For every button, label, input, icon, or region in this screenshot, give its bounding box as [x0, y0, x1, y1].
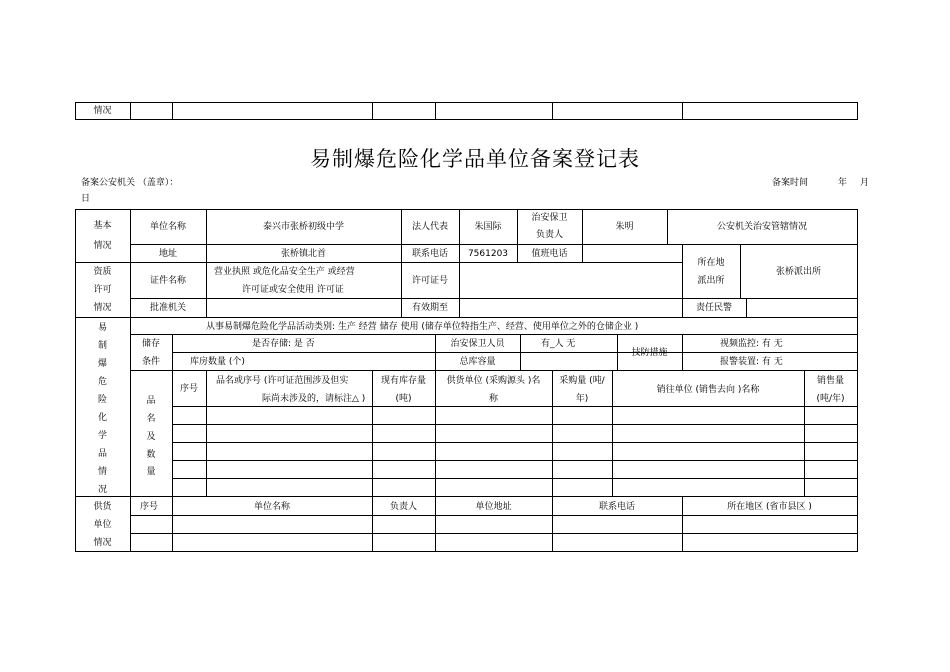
legal-rep-label: 法人代表 — [411, 222, 448, 232]
activity-categories: 从事易制爆危险化学品活动类别: 生产 经营 储存 使用 (储存单位特指生产、经营、使用单位之外的仓储企业 ) — [206, 322, 639, 332]
station-label-2: 派出所 — [697, 276, 725, 286]
chem-char: 况 — [97, 485, 107, 495]
qty-char: 量 — [146, 467, 156, 477]
qual-section-label-1: 资质 — [93, 267, 112, 277]
permit-no-label: 许可证号 — [411, 276, 448, 286]
day-label: 日 — [81, 194, 91, 204]
supplier-section-label-3: 情况 — [93, 538, 112, 548]
stored-question: 是否存储: 是 否 — [252, 339, 315, 349]
qty-char: 及 — [146, 432, 156, 442]
supplier-section-label-1: 供货 — [93, 502, 112, 512]
qty-col-purchase-2: 年) — [575, 394, 589, 404]
fragment-label: 情况 — [93, 106, 112, 116]
supplier-col-region: 所在地区 (省市县区 ) — [727, 502, 812, 512]
qty-col-stock-2: (吨) — [395, 394, 412, 404]
warehouse-count-label: 库房数量 (个) — [190, 357, 245, 367]
chem-char: 制 — [97, 341, 107, 351]
page-title: 易制爆危险化学品单位备案登记表 — [310, 147, 640, 171]
station-label-1: 所在地 — [697, 258, 725, 268]
qty-col-supplier-2: 称 — [488, 394, 498, 404]
qty-col-seq: 序号 — [179, 384, 198, 394]
address-value: 张桥镇北首 — [280, 249, 326, 259]
address-label: 地址 — [158, 249, 177, 259]
valid-label: 有效期至 — [411, 303, 448, 313]
station-value: 张桥派出所 — [775, 267, 821, 277]
supplier-col-seq: 序号 — [140, 502, 159, 512]
cert-line-2: 许可证或安全使用 许可证 — [242, 285, 344, 295]
qty-char: 名 — [146, 414, 156, 424]
qty-col-stock-1: 现有库存量 — [380, 376, 426, 386]
duty-phone-label: 值班电话 — [531, 249, 568, 259]
qty-col-name-2: 际尚未涉及的，请标注△ ) — [262, 394, 366, 404]
phone-value: 7561203 — [467, 249, 509, 259]
month-label: 月 — [860, 178, 870, 188]
unit-name-label: 单位名称 — [149, 222, 186, 232]
cert-line-1: 营业执照 或危化品安全生产 或经营 — [214, 267, 355, 277]
chem-char: 爆 — [97, 359, 107, 369]
security-head-value: 朱明 — [615, 222, 634, 232]
total-capacity-label: 总库容量 — [459, 357, 496, 367]
guard-value: 有_人 无 — [541, 339, 576, 349]
qual-section-label-3: 情况 — [93, 303, 112, 313]
qty-col-sales-unit: 销往单位 (销售去向 )名称 — [656, 385, 760, 395]
year-label: 年 — [838, 178, 848, 188]
chem-char: 化 — [97, 413, 107, 423]
qty-col-purchase-1: 采购量 (吨/ — [559, 376, 605, 386]
chem-char: 易 — [97, 323, 107, 333]
basic-section-label-1: 基本 — [93, 221, 112, 231]
chem-char: 危 — [97, 377, 107, 387]
video-monitor: 视频监控: 有 无 — [720, 339, 783, 349]
basic-section-label-2: 情况 — [93, 241, 112, 251]
chem-char: 学 — [97, 431, 107, 441]
qty-col-sales-qty-2: (吨/年) — [816, 394, 845, 404]
chem-char: 情 — [97, 467, 107, 477]
qty-col-sales-qty-1: 销售量 — [816, 376, 844, 386]
qual-section-label-2: 许可 — [93, 285, 112, 295]
qty-col-supplier-1: 供货单位 (采购源头 )名 — [446, 376, 541, 386]
tech-measures-label: 技防措施 — [631, 348, 668, 358]
conditions-label: 条件 — [141, 357, 160, 367]
officer-label: 责任民警 — [695, 303, 732, 313]
cert-name-label: 证件名称 — [149, 276, 186, 286]
supplier-section-label-2: 单位 — [93, 520, 112, 530]
chem-char: 险 — [97, 395, 107, 405]
police-mgmt-label: 公安机关治安管辖情况 — [716, 222, 807, 232]
chem-char: 品 — [97, 449, 107, 459]
supplier-col-addr: 单位地址 — [475, 502, 512, 512]
supplier-col-head: 负责人 — [389, 502, 417, 512]
storage-label: 储存 — [141, 339, 160, 349]
qty-char: 品 — [146, 396, 156, 406]
legal-rep-value: 朱国际 — [474, 222, 502, 232]
qty-col-name-1: 品名或序号 (许可证范围涉及但实 — [216, 376, 349, 386]
supplier-col-name: 单位名称 — [253, 502, 290, 512]
phone-label: 联系电话 — [411, 249, 448, 259]
approval-label: 批准机关 — [149, 303, 186, 313]
security-head-label-1: 治安保卫 — [531, 213, 568, 223]
agency-label: 备案公安机关 （盖章）： — [81, 178, 179, 188]
guard-label: 治安保卫人员 — [450, 339, 505, 349]
security-head-label-2: 负责人 — [535, 230, 563, 240]
date-label: 备案时间 — [772, 178, 809, 188]
qty-char: 数 — [146, 450, 156, 460]
alarm-device: 报警装置: 有 无 — [720, 357, 783, 367]
unit-name-value: 泰兴市张桥初级中学 — [262, 222, 344, 232]
supplier-col-phone: 联系电话 — [598, 502, 635, 512]
